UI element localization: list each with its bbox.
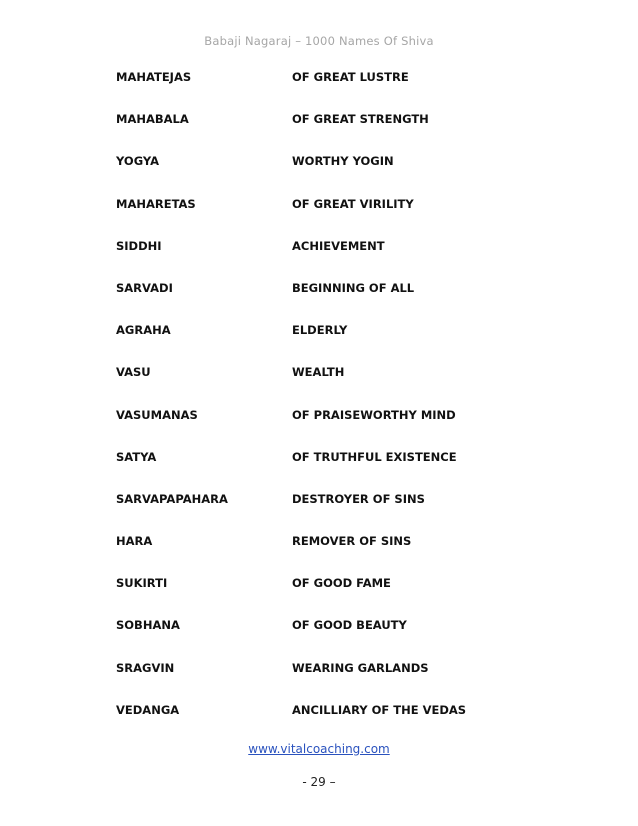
shiva-name: MAHABALA [116,112,189,127]
table-row [116,111,536,153]
shiva-name: SUKIRTI [116,576,168,591]
shiva-name: SRAGVIN [116,660,175,675]
page-number: - 29 – [302,775,336,789]
shiva-name: MAHATEJAS [116,70,192,84]
name-meaning: ANCILLIARY OF THE VEDAS [292,702,467,717]
table-row [116,196,536,238]
name-meaning: OF GOOD BEAUTY [292,618,407,633]
name-meaning: OF GREAT STRENGTH [292,112,429,127]
shiva-name: VEDANGA [116,702,180,717]
shiva-name: SARVADI [116,280,173,295]
name-meaning: DESTROYER OF SINS [292,491,425,506]
shiva-name: AGRAHA [116,323,171,338]
table-row [116,660,536,702]
table-row [116,238,536,280]
shiva-name: YOGYA [116,154,160,169]
name-meaning: ACHIEVEMENT [292,238,385,253]
table-row [116,617,536,659]
name-meaning: OF GREAT LUSTRE [292,70,409,84]
table-row [116,322,536,364]
table-row [116,575,536,617]
names-table [116,69,536,744]
name-meaning: BEGINNING OF ALL [292,280,415,295]
table-row [116,702,536,744]
shiva-name: SOBHANA [116,618,180,633]
name-meaning: OF GOOD FAME [292,576,391,591]
running-header: Babaji Nagaraj – 1000 Names Of Shiva [204,34,434,48]
shiva-name: MAHARETAS [116,196,196,211]
table-row [116,407,536,449]
name-meaning: REMOVER OF SINS [292,534,412,549]
table-row [116,280,536,322]
name-meaning: OF GREAT VIRILITY [292,196,414,211]
name-meaning: WORTHY YOGIN [292,154,394,169]
table-row [116,533,536,575]
shiva-name: SIDDHI [116,238,162,253]
shiva-name: SARVAPAPAHARA [116,491,228,506]
shiva-name: VASU [116,365,151,380]
table-row [116,364,536,406]
name-meaning: ELDERLY [292,323,348,338]
table-row [116,153,536,195]
website-link[interactable]: www.vitalcoaching.com [248,742,390,756]
shiva-name: HARA [116,534,153,549]
shiva-name: SATYA [116,449,157,464]
shiva-name: VASUMANAS [116,407,198,422]
table-row [116,491,536,533]
table-row [116,69,536,111]
name-meaning: WEALTH [292,365,345,380]
table-row [116,449,536,491]
name-meaning: OF TRUTHFUL EXISTENCE [292,449,457,464]
name-meaning: WEARING GARLANDS [292,660,429,675]
name-meaning: OF PRAISEWORTHY MIND [292,407,456,422]
